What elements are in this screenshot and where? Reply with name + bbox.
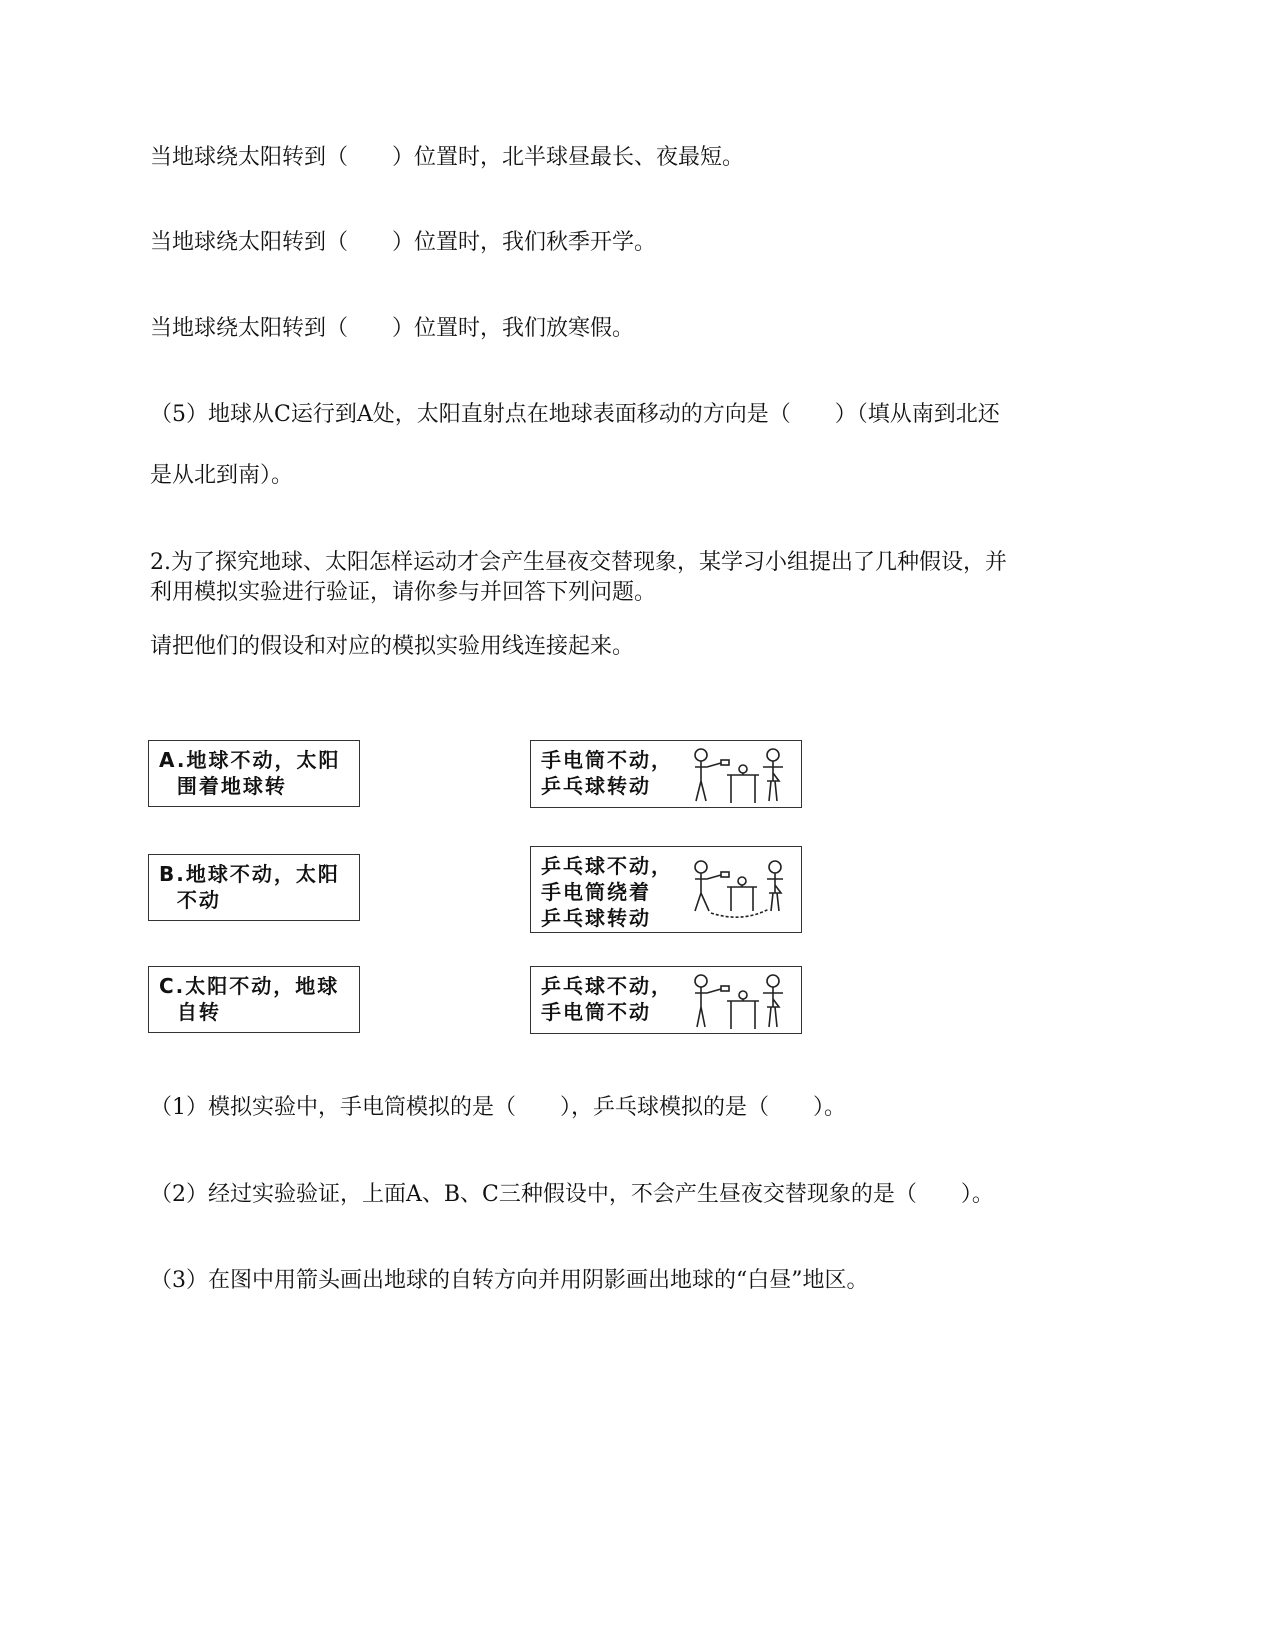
question-line: 当地球绕太阳转到（ ）位置时，我们秋季开学。 — [150, 230, 657, 255]
experiment-text: 手电筒不动， 乒乓球转动 — [541, 748, 673, 798]
hypothesis-text: A.地球不动，太阳 围着地球转 — [159, 748, 341, 798]
question-line: 当地球绕太阳转到（ ）位置时，北半球昼最长、夜最短。 — [150, 145, 745, 170]
hypothesis-text: C.太阳不动，地球 自转 — [159, 974, 340, 1024]
question-line: 当地球绕太阳转到（ ）位置时，我们放寒假。 — [150, 316, 635, 341]
experiment-text: 乒乓球不动， 手电筒绕着 乒乓球转动 — [541, 854, 673, 930]
hypothesis-box-a[interactable] — [148, 740, 360, 807]
two-children-static-flashlight-ball-icon — [687, 971, 787, 1033]
hypothesis-box-c[interactable] — [148, 966, 360, 1033]
question-2-instruction: 请把他们的假设和对应的模拟实验用线连接起来。 — [150, 634, 635, 659]
hypothesis-text: B.地球不动，太阳 不动 — [159, 862, 340, 912]
hypothesis-box-b[interactable] — [148, 854, 360, 921]
experiment-box-2[interactable] — [530, 846, 802, 933]
sub-question-2: （2）经过实验验证，上面A、B、C三种假设中，不会产生昼夜交替现象的是（ ）。 — [150, 1182, 994, 1207]
sub-question-1: （1）模拟实验中，手电筒模拟的是（ ），乒乓球模拟的是（ ）。 — [150, 1095, 846, 1120]
experiment-text: 乒乓球不动， 手电筒不动 — [541, 974, 673, 1024]
child-circling-table-with-flashlight-icon — [687, 857, 787, 919]
question-2-intro: 利用模拟实验进行验证，请你参与并回答下列问题。 — [150, 580, 657, 605]
question-5-line: 是从北到南）。 — [150, 463, 294, 488]
sub-question-3: （3）在图中用箭头画出地球的自转方向并用阴影画出地球的“白昼”地区。 — [150, 1268, 869, 1293]
question-5-line: （5）地球从C运行到A处，太阳直射点在地球表面移动的方向是（ ）（填从南到北还 — [150, 402, 1000, 427]
experiment-box-1[interactable] — [530, 740, 802, 808]
experiment-box-3[interactable] — [530, 966, 802, 1034]
two-children-flashlight-ball-on-table-icon — [687, 745, 787, 807]
question-2-intro: 2.为了探究地球、太阳怎样运动才会产生昼夜交替现象，某学习小组提出了几种假设，并 — [150, 550, 1007, 575]
